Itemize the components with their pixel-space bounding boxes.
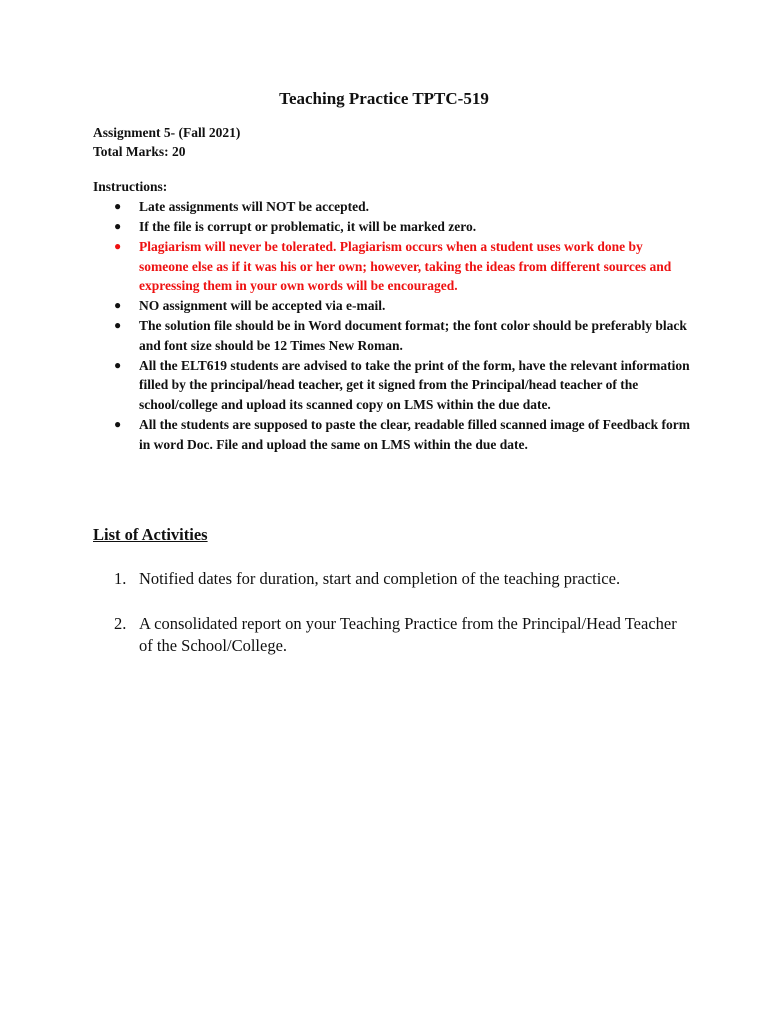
bullet-icon: ● bbox=[114, 219, 122, 234]
instruction-text: Late assignments will NOT be accepted. bbox=[139, 199, 369, 214]
bullet-icon: ● bbox=[114, 199, 122, 213]
assignment-meta bbox=[93, 124, 240, 161]
activity-text: A consolidated report on your Teaching Practice from the Principal/Head Teacher of the School/College. bbox=[139, 614, 677, 655]
instruction-item bbox=[93, 217, 693, 237]
bullet-icon: ● bbox=[114, 417, 122, 432]
instruction-item bbox=[93, 197, 693, 217]
instruction-text: The solution file should be in Word document format; the font color should be preferably black and font size should be 12 Times New Roman. bbox=[139, 318, 687, 353]
instruction-item bbox=[93, 415, 693, 454]
document-title: Teaching Practice TPTC-519 bbox=[279, 89, 489, 108]
activity-item bbox=[93, 568, 693, 590]
instruction-text: Plagiarism will never be tolerated. Plagiarism occurs when a student uses work done by someone else as if it was his or her own; however, taking the ideas from different sources and expressing them in your own words will be encouraged. bbox=[139, 239, 672, 294]
bullet-icon: ● bbox=[114, 298, 122, 313]
bullet-icon: ● bbox=[114, 357, 122, 372]
activity-number: 1. bbox=[114, 569, 127, 588]
activities-list bbox=[93, 568, 693, 680]
instructions-heading: Instructions: bbox=[93, 179, 168, 194]
instruction-text: NO assignment will be accepted via e-mail. bbox=[139, 298, 386, 314]
instructions-list bbox=[93, 197, 693, 455]
bullet-icon: ● bbox=[114, 318, 122, 333]
instruction-text: All the students are supposed to paste the clear, readable filled scanned image of Feedback form in word Doc. File and upload the same on LMS within the due date. bbox=[139, 417, 690, 452]
instruction-item bbox=[93, 296, 693, 316]
instruction-item bbox=[93, 316, 693, 355]
instruction-item bbox=[93, 356, 693, 415]
instruction-text: All the ELT619 students are advised to take the print of the form, have the relevant information filled by the principal/head teacher, get it signed from the Principal/head teacher of the school/college and upload its scanned copy on LMS within the due date. bbox=[139, 357, 690, 412]
assignment-label: Assignment 5- (Fall 2021) bbox=[93, 125, 241, 140]
activity-text: Notified dates for duration, start and completion of the teaching practice. bbox=[139, 569, 621, 588]
activity-number: 2. bbox=[114, 614, 127, 633]
instruction-text: If the file is corrupt or problematic, it will be marked zero. bbox=[139, 219, 477, 235]
instruction-item-plagiarism bbox=[93, 237, 693, 296]
bullet-icon: ● bbox=[114, 239, 122, 254]
total-marks-label: Total Marks: 20 bbox=[93, 143, 186, 159]
activities-heading: List of Activities bbox=[93, 525, 208, 544]
activity-item bbox=[93, 613, 693, 657]
